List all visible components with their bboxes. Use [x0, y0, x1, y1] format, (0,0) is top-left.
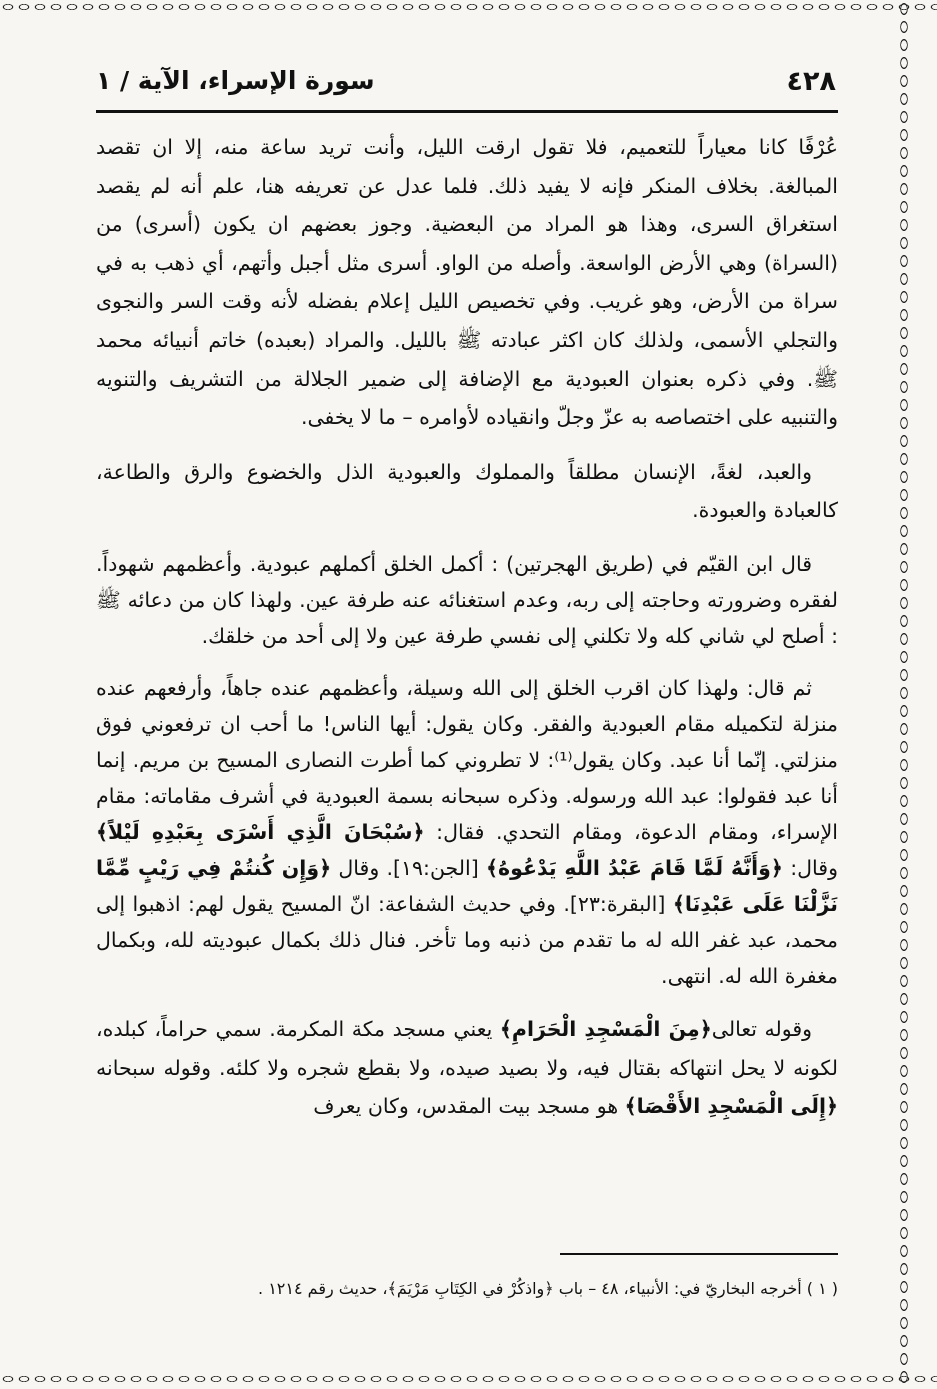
page-header [96, 64, 836, 104]
paragraph-1: عُرْفًا كانا معياراً للتعميم، فلا تقول ارقت الليل، وأنت تريد ساعة منه، إلا ان تقصد المبالغة. بخلاف المنكر فإنه لا يفيد ذلك. فلما عدل عن تعريفه هنا، علم أنه لم يقصد استغراق السرى، وهذا هو المراد من البعضية. وجوز بعضهم ان يكون (أسرى) من (السراة) وهي الأرض الواسعة. وأصله من الواو. أسرى مثل أجبل وأتهم، أي ذهب به في سراة من الأرض، وهو غريب. وفي تخصيص الليل إعلام بفضله لأنه وقت السر والنجوى والتجلي الأسمى، ولذلك كان اكثر عبادته ﷺ بالليل. والمراد (بعبده) خاتم أنبيائه محمد ﷺ. وفي ذكره بعنوان العبودية مع الإضافة إلى ضمير الجلالة من التشريف والتنويه والتنبيه على اختصاصه به عزّ وجلّ وانقياده لأوامره – ما لا يخفى. [96, 135, 838, 430]
p4-text-3: [الجن:١٩]. وقال [338, 855, 479, 880]
paragraph-3: قال ابن القيّم في (طريق الهجرتين) : أكمل الخلق أكملهم عبودية. وأعظمهم شهوداً. لفقره وضرورته وحاجته إلى ربه، وعدم استغنائه عنه طرفة عين. ولهذا كان من دعائه ﷺ : أصلح لي شاني كله ولا تكلني إلى نفسي طرفة عين ولا إلى أحد من خلقك. [96, 551, 838, 648]
header-rule [96, 110, 838, 113]
body-text [96, 128, 838, 1142]
p5-text-3: هو مسجد بيت المقدس، وكان يعرف [313, 1094, 619, 1119]
footnote-rule [560, 1253, 838, 1255]
p5-text-1: وقوله تعالى [711, 1016, 813, 1041]
p5-text-2: يعني مسجد مكة المكرمة. سمي حراماً، كبلده، لكونه لا يحل انتهاكه بقتال فيه، ولا بصيد صيده، ولا بقطع شجره ولا كلئه. وقوله سبحانه [96, 1016, 838, 1080]
paragraph-4 [96, 670, 838, 994]
page-number: ٤٢٨ [786, 66, 836, 97]
decorative-border-bottom [0, 1372, 937, 1386]
decorative-border-right [894, 0, 914, 1389]
paragraph-2: والعبد، لغةً، الإنسان مطلقاً والمملوك والعبودية الذل والخضوع والرق والطاعة، كالعبادة والعبودة. [96, 459, 838, 523]
p4-text-4: [البقرة:٢٣]. وفي حديث الشفاعة: انّ المسيح يقول لهم: اذهبوا إلى محمد، عبد غفر الله له ما تقدم من ذنبه وما تأخر. فنال ذلك بكمال عبوديته لله، وبكمال مغفرة الله له. انتهى. [96, 891, 838, 988]
quran-verse-isra: ﴿سُبْحَانَ الَّذِي أَسْرَى بِعَبْدِهِ لَيْلاً﴾ [96, 819, 425, 844]
paragraph-5 [96, 1010, 838, 1126]
footnote: ( ١ ) أخرجه البخاريّ في: الأنبياء، ٤٨ – باب ﴿واذكُرْ في الكِتَابِ مَرْيَمَ﴾، حديث رقم ١٢١٤ . [258, 1279, 838, 1298]
decorative-border-top [0, 0, 937, 14]
quran-verse-jinn: ﴿وَأَنَّهُ لَمَّا قَامَ عَبْدُ اللَّهِ يَدْعُوهُ﴾ [486, 855, 783, 880]
quran-verse-baqara: ﴿وَإِن كُنتُمْ فِي رَيْبٍ مِّمَّا نَزَّلْنَا عَلَى عَبْدِنَا﴾ [96, 855, 838, 916]
p4-text-1: ثم قال: ولهذا كان اقرب الخلق إلى الله وسيلة، وأعظمهم عنده جاهاً، وأرفعهم عنده منزلة لتكميله مقام العبودية والفقر. وكان يقول: أيها الناس! ما أحب ان ترفعوني فوق منزلتي. إنّما أنا عبد. وكان يقول⁽¹⁾: لا تطروني كما أطرت النصارى المسيح بن مريم. إنما أنا عبد فقولوا: عبد الله ورسوله. وذكره سبحانه بسمة العبودية في أشرف مقاماته: مقام الإسراء، ومقام الدعوة، ومقام التحدي. فقال: [96, 675, 838, 844]
p4-text-2: وقال: [790, 855, 838, 880]
quran-verse-masjid-aqsa: ﴿إِلَى الْمَسْجِدِ الأَقْصَا﴾ [624, 1094, 838, 1119]
quran-verse-masjid-haram: ﴿مِنَ الْمَسْجِدِ الْحَرَامِ﴾ [499, 1016, 712, 1041]
running-title: سورة الإسراء، الآية / ١ [96, 66, 375, 95]
